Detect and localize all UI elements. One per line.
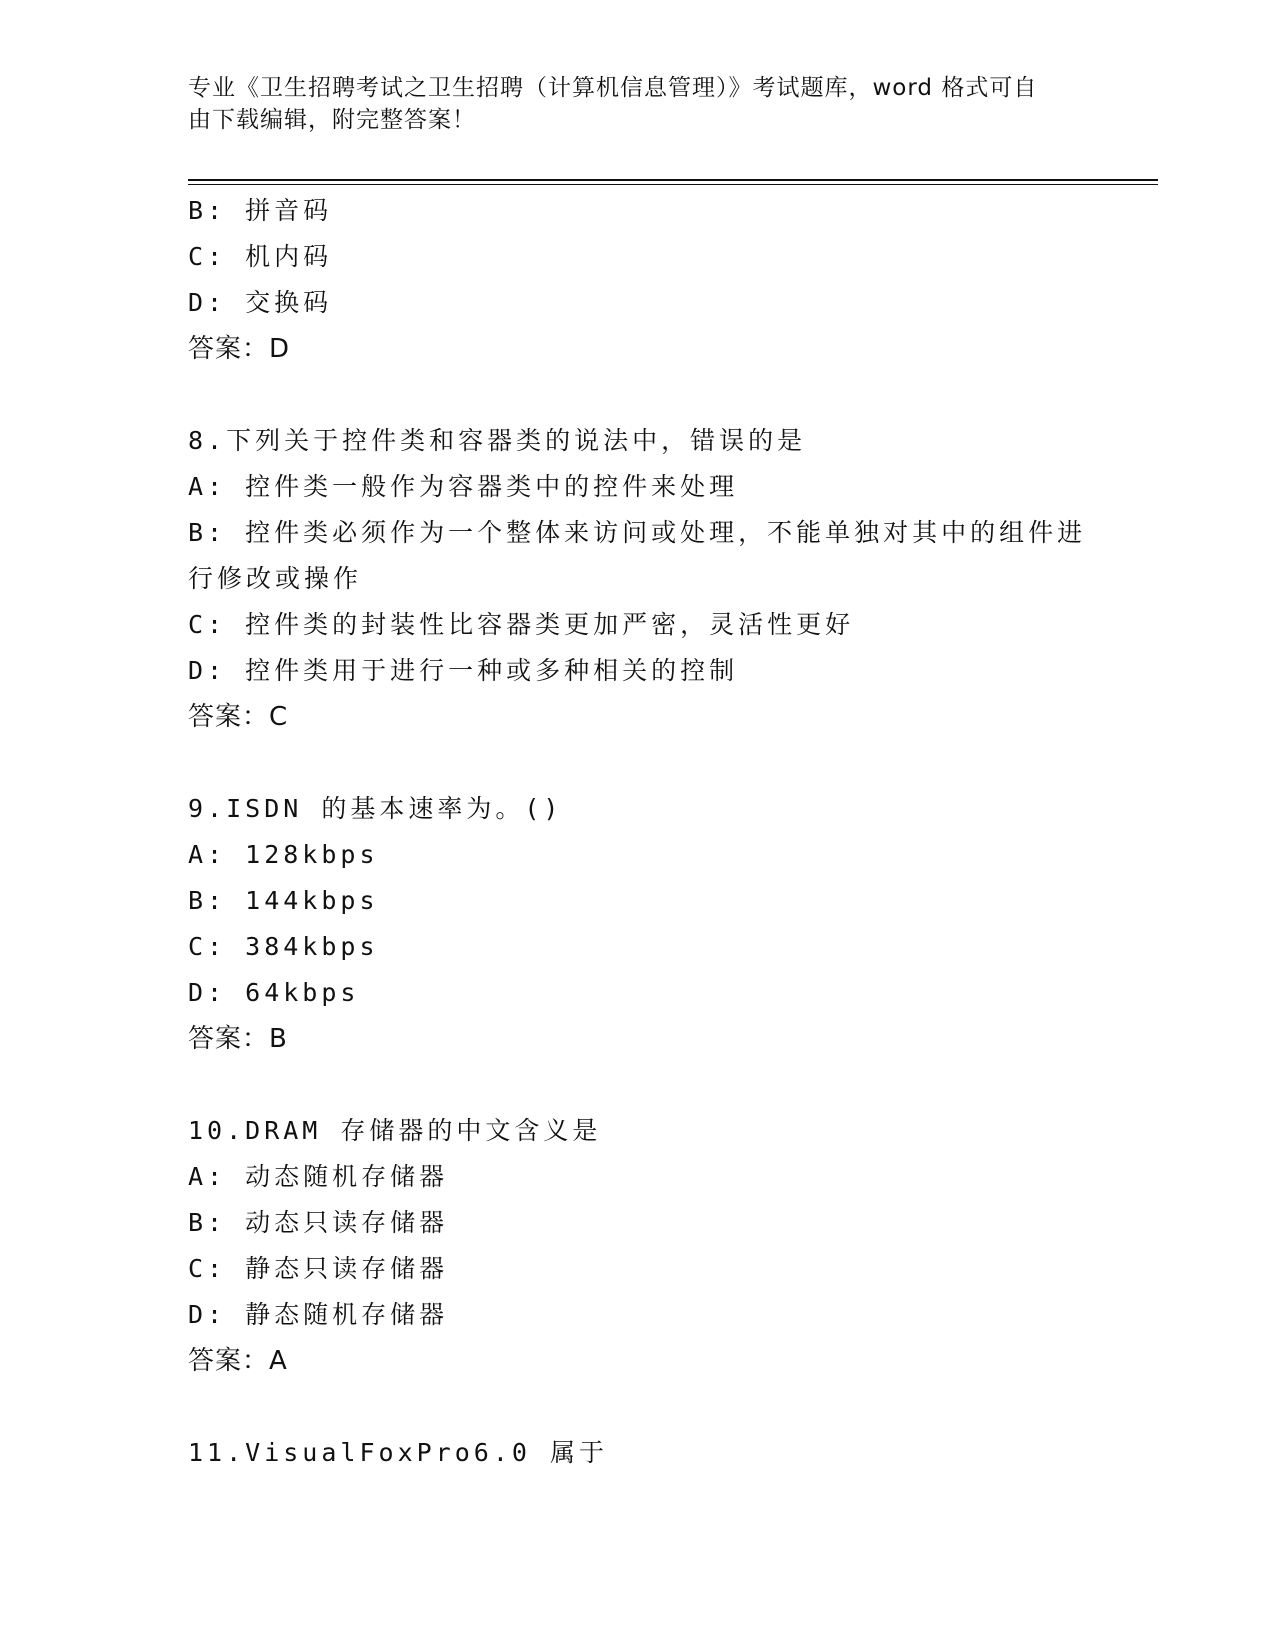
question-text: 9.ISDN 的基本速率为。() xyxy=(188,794,563,823)
document-header xyxy=(188,72,1088,136)
option-d: D: 64kbps xyxy=(188,978,360,1007)
spacer xyxy=(188,372,1088,418)
header-divider-thin xyxy=(188,184,1158,185)
spacer xyxy=(188,1062,1088,1108)
answer-text: 答案：D xyxy=(188,334,291,364)
option-d: D: 交换码 xyxy=(188,288,333,317)
question-list xyxy=(188,188,1088,1476)
option-c: C: 静态只读存储器 xyxy=(188,1254,449,1283)
option-a: A: 动态随机存储器 xyxy=(188,1162,449,1191)
header-line-2: 由下载编辑，附完整答案！ xyxy=(188,107,476,133)
question-block-9 xyxy=(188,786,1088,1062)
option-b: B: 144kbps xyxy=(188,886,379,915)
question-text: 10.DRAM 存储器的中文含义是 xyxy=(188,1116,602,1145)
option-b: B: 控件类必须作为一个整体来访问或处理，不能单独对其中的组件进 xyxy=(188,518,1087,547)
answer-text: 答案：A xyxy=(188,1346,288,1376)
option-b: B: 拼音码 xyxy=(188,196,333,225)
spacer xyxy=(188,1384,1088,1430)
option-c: C: 控件类的封装性比容器类更加严密，灵活性更好 xyxy=(188,610,855,639)
question-block-8 xyxy=(188,418,1088,740)
option-d: D: 静态随机存储器 xyxy=(188,1300,449,1329)
header-divider-thick xyxy=(188,179,1158,181)
question-text: 11.VisualFoxPro6.0 属于 xyxy=(188,1438,608,1467)
question-block-7 xyxy=(188,188,1088,372)
question-block-10 xyxy=(188,1108,1088,1384)
option-d: D: 控件类用于进行一种或多种相关的控制 xyxy=(188,656,739,685)
option-b-continued: 行修改或操作 xyxy=(188,564,363,593)
spacer xyxy=(188,740,1088,786)
option-c: C: 384kbps xyxy=(188,932,379,961)
option-b: B: 动态只读存储器 xyxy=(188,1208,449,1237)
option-c: C: 机内码 xyxy=(188,242,333,271)
question-text: 8.下列关于控件类和容器类的说法中，错误的是 xyxy=(188,426,807,455)
option-a: A: 128kbps xyxy=(188,840,379,869)
header-line-1: 专业《卫生招聘考试之卫生招聘（计算机信息管理）》考试题库，word 格式可自 xyxy=(188,75,1038,101)
option-a: A: 控件类一般作为容器类中的控件来处理 xyxy=(188,472,739,501)
answer-text: 答案：B xyxy=(188,1024,288,1054)
answer-text: 答案：C xyxy=(188,702,289,732)
question-block-11 xyxy=(188,1430,1088,1476)
